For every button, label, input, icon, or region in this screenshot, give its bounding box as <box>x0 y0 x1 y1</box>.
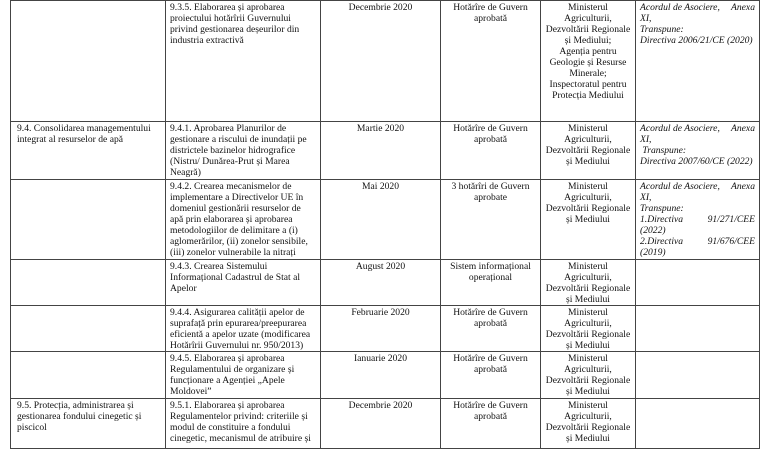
deadline-cell: August 2020 <box>321 260 441 306</box>
output-cell: Hotărîre de Guvern aprobată <box>441 122 541 180</box>
output-cell: Hotărîre de Guvern aprobată <box>441 352 541 399</box>
responsible-cell: Ministerul Agriculturii, Dezvoltării Regionale și Mediului <box>541 399 636 449</box>
deadline-cell: Mai 2020 <box>321 180 441 260</box>
measure-cell: 9.5.1. Elaborarea și aprobarea Regulamentelor privind: criteriile și modul de constituire a fondului cinegetic, mecanismul de atribuire și <box>166 399 321 449</box>
table-row <box>11 399 760 449</box>
table-row <box>11 180 760 260</box>
deadline-cell: Ianuarie 2020 <box>321 352 441 399</box>
responsible-cell: Ministerul Agriculturii, Dezvoltării Regionale și Mediului <box>541 260 636 306</box>
responsible-cell: Ministerul Agriculturii, Dezvoltării Regionale și Mediului; Agenția pentru Geologie și Resurse Minerale; Inspectoratul pentru Protecția Mediului <box>541 1 636 122</box>
responsible-cell: Ministerul Agriculturii, Dezvoltării Regionale și Mediului <box>541 306 636 352</box>
table-row <box>11 122 760 180</box>
group-cell: 9.5. Protecția, administrarea și gestionarea fondului cinegetic și piscicol <box>11 399 166 449</box>
table-row <box>11 352 760 399</box>
responsible-cell: Ministerul Agriculturii, Dezvoltării Regionale și Mediului <box>541 352 636 399</box>
measure-cell: 9.4.5. Elaborarea și aprobarea Regulamentului de organizare și funcționare a Agenției „Apele Moldovei” <box>166 352 321 399</box>
responsible-cell: Ministerul Agriculturii, Dezvoltării Regionale și Mediului <box>541 122 636 180</box>
reference-cell <box>636 399 760 449</box>
table-row <box>11 306 760 352</box>
output-cell: Hotărîre de Guvern aprobată <box>441 399 541 449</box>
reference-cell: Acordul de Asociere, Anexa XI, Transpune: Directiva 2007/60/CE (2022) <box>636 122 760 180</box>
table-row <box>11 1 760 122</box>
group-cell <box>11 260 166 306</box>
measure-cell: 9.4.2. Crearea mecanismelor de implementare a Directivelor UE în domeniul gestionării resurselor de apă prin elaborarea și aprobarea metodologiilor de delimitare a (i) aglomerărilor, (ii) zonelor sensibile, (iii) zonelor vulnerabile la nitrați <box>166 180 321 260</box>
reference-cell <box>636 352 760 399</box>
measure-cell: 9.3.5. Elaborarea și aprobarea proiectului hotărîrii Guvernului privind gestionarea deșeurilor din industria extractivă <box>166 1 321 122</box>
group-cell <box>11 1 166 122</box>
deadline-cell: Decembrie 2020 <box>321 1 441 122</box>
reference-cell: Acordul de Asociere, Anexa XI, Transpune: 1.Directiva 91/271/CEE (2022) 2.Directiva 91/676/CEE (2019) <box>636 180 760 260</box>
deadline-cell: Martie 2020 <box>321 122 441 180</box>
deadline-cell: Februarie 2020 <box>321 306 441 352</box>
output-cell: Hotărîre de Guvern aprobată <box>441 1 541 122</box>
measure-cell: 9.4.3. Crearea Sistemului Informațional Cadastrul de Stat al Apelor <box>166 260 321 306</box>
group-cell <box>11 306 166 352</box>
reference-cell <box>636 260 760 306</box>
measure-cell: 9.4.1. Aprobarea Planurilor de gestionare a riscului de inundații pe districtele bazinelor hidrografice (Nistru/ Dunărea-Prut și Marea Neagră) <box>166 122 321 180</box>
group-cell: 9.4. Consolidarea managementului integrat al resurselor de apă <box>11 122 166 180</box>
reference-cell: Acordul de Asociere, Anexa XI, Transpune: Directiva 2006/21/CE (2020) <box>636 1 760 122</box>
output-cell: Sistem informațional operațional <box>441 260 541 306</box>
table-row <box>11 260 760 306</box>
output-cell: Hotărîre de Guvern aprobată <box>441 306 541 352</box>
measure-cell: 9.4.4. Asigurarea calității apelor de suprafață prin epurarea/preepurarea eficientă a apelor uzate (modificarea Hotărîrii Guvernului nr. 950/2013) <box>166 306 321 352</box>
group-cell <box>11 180 166 260</box>
group-cell <box>11 352 166 399</box>
reference-cell <box>636 306 760 352</box>
deadline-cell: Decembrie 2020 <box>321 399 441 449</box>
responsible-cell: Ministerul Agriculturii, Dezvoltării Regionale și Mediului <box>541 180 636 260</box>
action-plan-table <box>10 0 760 449</box>
output-cell: 3 hotărîri de Guvern aprobate <box>441 180 541 260</box>
